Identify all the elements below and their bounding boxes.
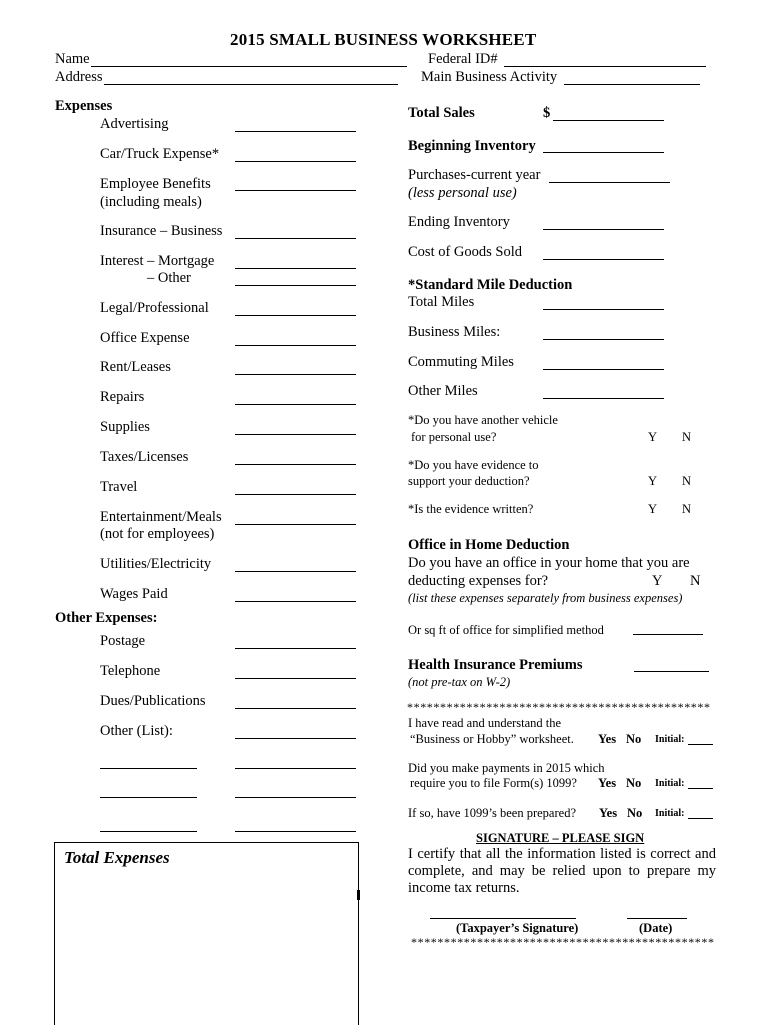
business-miles-label: Business Miles: xyxy=(408,324,501,340)
other-telephone-label: Telephone xyxy=(100,663,161,679)
ending-inventory-label: Ending Inventory xyxy=(408,214,510,230)
other-list-item-amount[interactable] xyxy=(235,797,356,798)
total-expenses-label: Total Expenses xyxy=(64,848,170,867)
expense-insurance-label: Insurance – Business xyxy=(100,223,223,239)
other-list-item-name[interactable] xyxy=(100,797,197,798)
main-activity-field[interactable] xyxy=(564,84,700,85)
beginning-inventory-field[interactable] xyxy=(543,152,664,153)
expense-office-field[interactable] xyxy=(235,345,356,346)
expense-repairs-field[interactable] xyxy=(235,404,356,405)
expense-legal-label: Legal/Professional xyxy=(100,300,209,316)
office-question-line2: deducting expenses for? xyxy=(408,573,549,589)
expense-taxes-label: Taxes/Licenses xyxy=(100,449,189,465)
commuting-miles-label: Commuting Miles xyxy=(408,354,514,370)
prepared-yes-option[interactable]: Yes xyxy=(599,806,618,820)
health-insurance-heading: Health Insurance Premiums xyxy=(408,657,583,673)
total-sales-label: Total Sales xyxy=(408,105,475,121)
office-yes-option[interactable]: Y xyxy=(652,573,663,589)
other-telephone-field[interactable] xyxy=(235,678,356,679)
payments-question-line1: Did you make payments in 2015 which xyxy=(408,761,605,775)
name-label: Name xyxy=(55,51,90,67)
other-list-item-amount[interactable] xyxy=(235,768,356,769)
expense-rent-label: Rent/Leases xyxy=(100,359,171,375)
expense-interest-other-label: – Other xyxy=(147,270,191,286)
mile-deduction-heading: *Standard Mile Deduction xyxy=(408,277,573,293)
ending-inventory-field[interactable] xyxy=(543,229,664,230)
vehicle-no-option[interactable]: N xyxy=(682,430,692,444)
expense-advertising-field[interactable] xyxy=(235,131,356,132)
read-yes-option[interactable]: Yes xyxy=(598,732,617,746)
payments-question-line2: require you to file Form(s) 1099? xyxy=(410,776,577,790)
other-list-label: Other (List): xyxy=(100,723,173,739)
expense-employee-benefits-field[interactable] xyxy=(235,190,356,191)
expense-repairs-label: Repairs xyxy=(100,389,145,405)
expense-taxes-field[interactable] xyxy=(235,464,356,465)
payments-no-option[interactable]: No xyxy=(626,776,642,790)
expenses-heading: Expenses xyxy=(55,98,113,114)
written-yes-option[interactable]: Y xyxy=(648,502,658,516)
other-miles-field[interactable] xyxy=(543,398,664,399)
address-label: Address xyxy=(55,69,103,85)
expense-interest-mortgage-label: Interest – Mortgage xyxy=(100,253,215,269)
cogs-label: Cost of Goods Sold xyxy=(408,244,523,260)
prepared-initial-field[interactable] xyxy=(688,818,713,819)
commuting-miles-field[interactable] xyxy=(543,369,664,370)
payments-initial-label: Initial: xyxy=(655,778,685,789)
evidence-no-option[interactable]: N xyxy=(682,474,692,488)
sqft-label: Or sq ft of office for simplified method xyxy=(408,623,604,637)
dollar-sign: $ xyxy=(543,105,551,121)
office-home-heading: Office in Home Deduction xyxy=(408,537,570,553)
prepared-initial-label: Initial: xyxy=(655,808,685,819)
vehicle-yes-option[interactable]: Y xyxy=(648,430,658,444)
expense-interest-other-field[interactable] xyxy=(235,285,356,286)
other-postage-label: Postage xyxy=(100,633,146,649)
other-miles-label: Other Miles xyxy=(408,383,478,399)
taxpayer-signature-label: (Taxpayer’s Signature) xyxy=(456,921,579,935)
health-insurance-note: (not pre-tax on W-2) xyxy=(408,675,511,689)
read-no-option[interactable]: No xyxy=(626,732,642,746)
payments-yes-option[interactable]: Yes xyxy=(598,776,617,790)
other-list-item-amount[interactable] xyxy=(235,831,356,832)
office-question-line1: Do you have an office in your home that you are xyxy=(408,555,690,571)
total-expenses-box[interactable] xyxy=(54,842,359,1025)
payments-initial-field[interactable] xyxy=(688,788,713,789)
other-postage-field[interactable] xyxy=(235,648,356,649)
sqft-field[interactable] xyxy=(633,634,703,635)
total-miles-label: Total Miles xyxy=(408,294,475,310)
total-sales-field[interactable] xyxy=(553,120,664,121)
expense-legal-field[interactable] xyxy=(235,315,356,316)
expense-supplies-label: Supplies xyxy=(100,419,150,435)
other-dues-label: Dues/Publications xyxy=(100,693,206,709)
other-expenses-heading: Other Expenses: xyxy=(55,610,158,626)
expense-entertainment-field[interactable] xyxy=(235,524,356,525)
expense-entertainment-note: (not for employees) xyxy=(100,526,215,542)
taxpayer-signature-field[interactable] xyxy=(430,918,576,919)
expense-supplies-field[interactable] xyxy=(235,434,356,435)
main-activity-label: Main Business Activity xyxy=(421,69,558,85)
prepared-question: If so, have 1099’s been prepared? xyxy=(408,806,576,820)
less-personal-note: (less personal use) xyxy=(408,185,517,201)
other-list-item-name[interactable] xyxy=(100,831,197,832)
written-no-option[interactable]: N xyxy=(682,502,692,516)
read-initial-label: Initial: xyxy=(655,734,685,745)
box-mark xyxy=(357,890,360,900)
total-miles-field[interactable] xyxy=(543,309,664,310)
other-dues-field[interactable] xyxy=(235,708,356,709)
read-statement-line2: “Business or Hobby” worksheet. xyxy=(410,732,574,746)
signature-heading: SIGNATURE – PLEASE SIGN xyxy=(476,831,645,845)
prepared-no-option[interactable]: No xyxy=(627,806,643,820)
name-field[interactable] xyxy=(91,66,407,67)
health-insurance-field[interactable] xyxy=(634,671,709,672)
expense-car-truck-label: Car/Truck Expense* xyxy=(100,146,220,162)
evidence-question-line1: *Do you have evidence to xyxy=(408,458,539,472)
expense-travel-label: Travel xyxy=(100,479,138,495)
federal-id-label: Federal ID# xyxy=(428,51,498,67)
date-label: (Date) xyxy=(639,921,673,935)
beginning-inventory-label: Beginning Inventory xyxy=(408,138,536,154)
read-initial-field[interactable] xyxy=(688,744,713,745)
expense-wages-field[interactable] xyxy=(235,601,356,602)
evidence-yes-option[interactable]: Y xyxy=(648,474,658,488)
expense-interest-mortgage-field[interactable] xyxy=(235,268,356,269)
page-title: 2015 SMALL BUSINESS WORKSHEET xyxy=(230,30,537,49)
expense-utilities-label: Utilities/Electricity xyxy=(100,556,212,572)
other-list-item-name[interactable] xyxy=(100,768,197,769)
separator-stars-top: ********************************************** xyxy=(407,700,711,714)
expense-employee-benefits-note: (including meals) xyxy=(100,194,202,210)
expense-rent-field[interactable] xyxy=(235,374,356,375)
vehicle-question-line2: for personal use? xyxy=(411,430,497,444)
business-miles-field[interactable] xyxy=(543,339,664,340)
separator-stars-bottom: ********************************************** xyxy=(411,935,715,949)
purchases-field[interactable] xyxy=(549,182,670,183)
federal-id-field[interactable] xyxy=(504,66,706,67)
read-statement-line1: I have read and understand the xyxy=(408,716,562,730)
other-list-field[interactable] xyxy=(235,738,356,739)
expense-advertising-label: Advertising xyxy=(100,116,169,132)
office-no-option[interactable]: N xyxy=(690,573,701,589)
certify-statement: I certify that all the information listed is correct and complete, and may be relied upon to prepare my income tax returns. xyxy=(408,846,716,896)
written-question: *Is the evidence written? xyxy=(408,502,534,516)
date-field[interactable] xyxy=(627,918,687,919)
expense-insurance-field[interactable] xyxy=(235,238,356,239)
cogs-field[interactable] xyxy=(543,259,664,260)
expense-car-truck-field[interactable] xyxy=(235,161,356,162)
expense-office-label: Office Expense xyxy=(100,330,190,346)
office-note: (list these expenses separately from business expenses) xyxy=(408,591,683,605)
expense-wages-label: Wages Paid xyxy=(100,586,168,602)
vehicle-question-line1: *Do you have another vehicle xyxy=(408,413,558,427)
address-field[interactable] xyxy=(104,84,398,85)
purchases-label: Purchases-current year xyxy=(408,167,541,183)
expense-employee-benefits-label: Employee Benefits xyxy=(100,176,211,192)
evidence-question-line2: support your deduction? xyxy=(408,474,530,488)
expense-travel-field[interactable] xyxy=(235,494,356,495)
expense-entertainment-label: Entertainment/Meals xyxy=(100,509,222,525)
expense-utilities-field[interactable] xyxy=(235,571,356,572)
